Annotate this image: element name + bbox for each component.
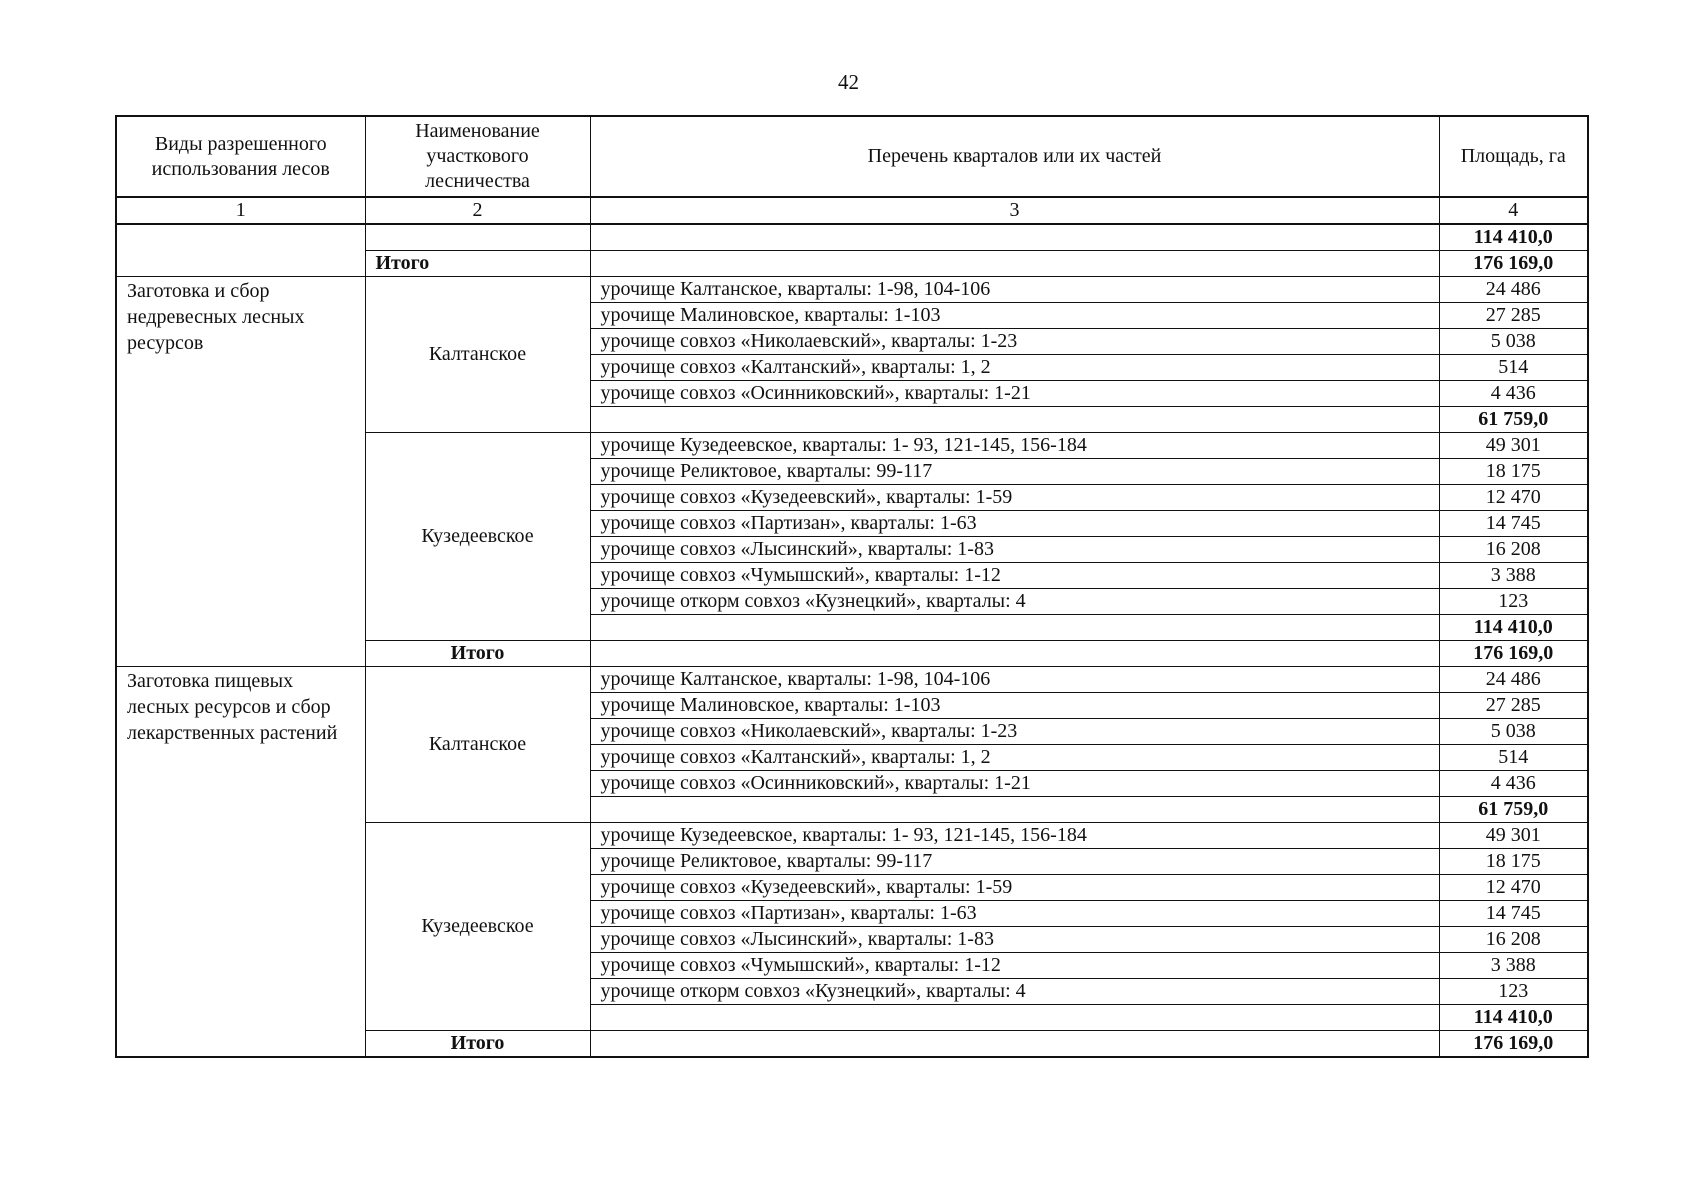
- forestry-cell: Калтанское: [365, 277, 590, 433]
- area-cell: 3 388: [1439, 563, 1588, 589]
- header-use-type: Виды разрешенного использования лесов: [116, 116, 365, 197]
- area-cell: 123: [1439, 589, 1588, 615]
- quarters-cell: урочище совхоз «Осинниковский», кварталы: 1-21: [590, 771, 1439, 797]
- quarters-cell: урочище Калтанское, кварталы: 1-98, 104-106: [590, 667, 1439, 693]
- use-type-cell: Заготовка пищевых лесных ресурсов и сбор лекарственных растений: [116, 667, 365, 1058]
- forestry-cell: Кузедеевское: [365, 823, 590, 1031]
- quarters-cell: урочище Кузедеевское, кварталы: 1- 93, 121-145, 156-184: [590, 823, 1439, 849]
- header-area: Площадь, га: [1439, 116, 1588, 197]
- quarters-cell: урочище совхоз «Чумышский», кварталы: 1-12: [590, 953, 1439, 979]
- area-cell: 16 208: [1439, 537, 1588, 563]
- total-area: 176 169,0: [1439, 251, 1588, 277]
- table-row: [116, 667, 1588, 693]
- subtotal-area: 61 759,0: [1439, 797, 1588, 823]
- quarters-cell: [590, 251, 1439, 277]
- subtotal-area: 61 759,0: [1439, 407, 1588, 433]
- total-area: 176 169,0: [1439, 1031, 1588, 1058]
- area-cell: 18 175: [1439, 849, 1588, 875]
- area-cell: 12 470: [1439, 875, 1588, 901]
- area-cell: 24 486: [1439, 667, 1588, 693]
- table-row: [116, 277, 1588, 303]
- quarters-cell: [590, 641, 1439, 667]
- quarters-cell: урочище Малиновское, кварталы: 1-103: [590, 303, 1439, 329]
- quarters-cell: урочище совхоз «Лысинский», кварталы: 1-83: [590, 927, 1439, 953]
- forestry-cell: Кузедеевское: [365, 433, 590, 641]
- total-label: Итого: [365, 641, 590, 667]
- quarters-cell: урочище откорм совхоз «Кузнецкий», кварталы: 4: [590, 589, 1439, 615]
- area-cell: 514: [1439, 355, 1588, 381]
- quarters-cell: урочище Малиновское, кварталы: 1-103: [590, 693, 1439, 719]
- quarters-cell: урочище совхоз «Николаевский», кварталы: 1-23: [590, 329, 1439, 355]
- area-cell: 16 208: [1439, 927, 1588, 953]
- total-label: Итого: [365, 1031, 590, 1058]
- table-row: [116, 224, 1588, 251]
- area-cell: 18 175: [1439, 459, 1588, 485]
- area-cell: 14 745: [1439, 511, 1588, 537]
- quarters-cell: урочище совхоз «Калтанский», кварталы: 1, 2: [590, 745, 1439, 771]
- quarters-cell: урочище совхоз «Кузедеевский», кварталы: 1-59: [590, 875, 1439, 901]
- quarters-cell: [590, 615, 1439, 641]
- area-cell: 5 038: [1439, 719, 1588, 745]
- column-index: 1: [116, 197, 365, 224]
- quarters-cell: урочище совхоз «Лысинский», кварталы: 1-83: [590, 537, 1439, 563]
- quarters-cell: [590, 1031, 1439, 1058]
- quarters-cell: урочище совхоз «Калтанский», кварталы: 1, 2: [590, 355, 1439, 381]
- subtotal-area: 114 410,0: [1439, 615, 1588, 641]
- header-forestry-name: Наименование участкового лесничества: [365, 116, 590, 197]
- quarters-cell: [590, 224, 1439, 251]
- total-area: 176 169,0: [1439, 641, 1588, 667]
- quarters-cell: [590, 797, 1439, 823]
- subtotal-area: 114 410,0: [1439, 1005, 1588, 1031]
- column-index: 4: [1439, 197, 1588, 224]
- quarters-cell: урочище совхоз «Осинниковский», кварталы: 1-21: [590, 381, 1439, 407]
- header-quarters-list: Перечень кварталов или их частей: [590, 116, 1439, 197]
- subtotal-area: 114 410,0: [1439, 224, 1588, 251]
- area-cell: 14 745: [1439, 901, 1588, 927]
- quarters-cell: урочище Реликтовое, кварталы: 99-117: [590, 849, 1439, 875]
- area-cell: 123: [1439, 979, 1588, 1005]
- table-header-row: [116, 116, 1588, 197]
- area-cell: 4 436: [1439, 771, 1588, 797]
- quarters-cell: урочище Реликтовое, кварталы: 99-117: [590, 459, 1439, 485]
- area-cell: 3 388: [1439, 953, 1588, 979]
- quarters-cell: [590, 1005, 1439, 1031]
- use-type-cell: Заготовка и сбор недревесных лесных ресурсов: [116, 277, 365, 667]
- column-index-row: [116, 197, 1588, 224]
- area-cell: 24 486: [1439, 277, 1588, 303]
- area-cell: 5 038: [1439, 329, 1588, 355]
- column-index: 2: [365, 197, 590, 224]
- quarters-cell: урочище Калтанское, кварталы: 1-98, 104-106: [590, 277, 1439, 303]
- area-cell: 27 285: [1439, 693, 1588, 719]
- area-cell: 27 285: [1439, 303, 1588, 329]
- area-cell: 4 436: [1439, 381, 1588, 407]
- forestry-cell: Калтанское: [365, 667, 590, 823]
- quarters-cell: урочище совхоз «Чумышский», кварталы: 1-12: [590, 563, 1439, 589]
- page-number: 42: [838, 70, 859, 94]
- quarters-cell: урочище совхоз «Партизан», кварталы: 1-63: [590, 511, 1439, 537]
- forest-use-table: [115, 115, 1589, 1058]
- area-cell: 49 301: [1439, 433, 1588, 459]
- quarters-cell: урочище откорм совхоз «Кузнецкий», кварталы: 4: [590, 979, 1439, 1005]
- quarters-cell: урочище совхоз «Кузедеевский», кварталы: 1-59: [590, 485, 1439, 511]
- quarters-cell: урочище Кузедеевское, кварталы: 1- 93, 121-145, 156-184: [590, 433, 1439, 459]
- total-label: Итого: [365, 251, 590, 277]
- area-cell: 514: [1439, 745, 1588, 771]
- quarters-cell: [590, 407, 1439, 433]
- quarters-cell: урочище совхоз «Николаевский», кварталы: 1-23: [590, 719, 1439, 745]
- quarters-cell: урочище совхоз «Партизан», кварталы: 1-63: [590, 901, 1439, 927]
- use-type-cell: [116, 224, 365, 277]
- forestry-cell: [365, 224, 590, 251]
- area-cell: 49 301: [1439, 823, 1588, 849]
- area-cell: 12 470: [1439, 485, 1588, 511]
- column-index: 3: [590, 197, 1439, 224]
